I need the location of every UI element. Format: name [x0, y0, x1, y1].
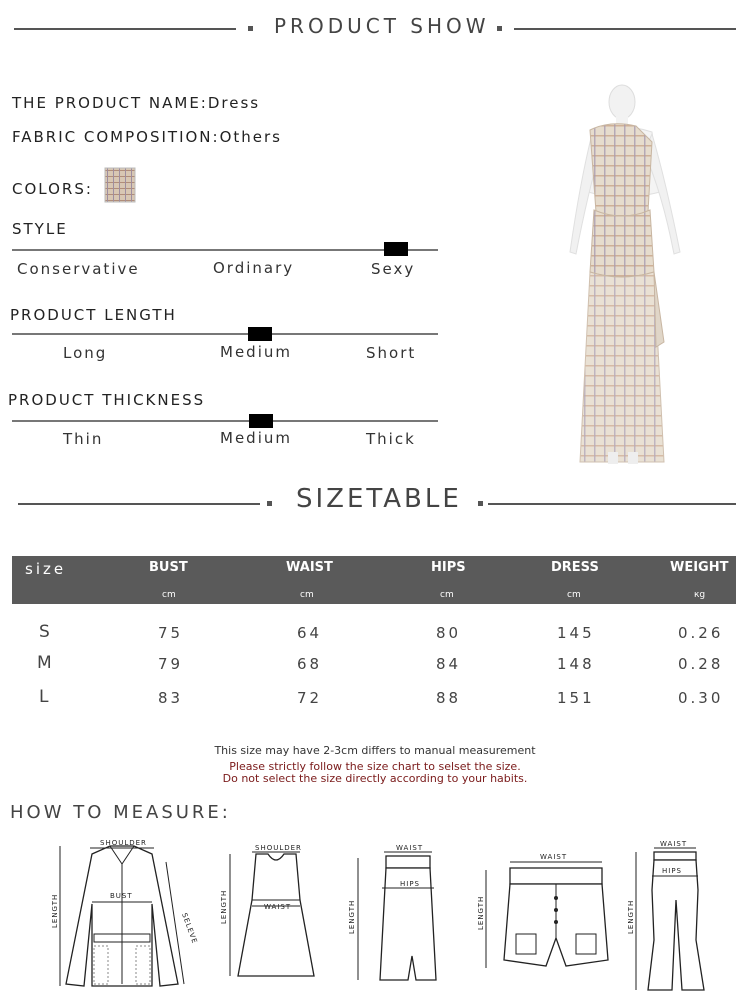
cell-dress: 145: [557, 624, 595, 642]
col-header-weight: WEIGHT: [670, 560, 729, 575]
thickness-selected-marker: [249, 414, 273, 428]
style-option: Sexy: [371, 260, 416, 278]
length-option: Short: [366, 344, 417, 362]
col-unit-waist: cm: [300, 590, 314, 600]
style-option: Conservative: [17, 260, 140, 278]
shirt-length-label: LENGTH: [51, 893, 59, 928]
note-measurement: This size may have 2-3cm differs to manual measurement: [214, 744, 536, 757]
colors-label: COLORS:: [12, 180, 93, 198]
cell-weight: 0.28: [678, 655, 724, 673]
cell-size: L: [39, 687, 52, 707]
color-swatch-icon[interactable]: [105, 168, 135, 202]
cell-size: S: [39, 622, 53, 642]
length-option: Medium: [220, 343, 292, 361]
col-header-waist: WAIST: [286, 560, 333, 575]
col-unit-hips: cm: [440, 590, 454, 600]
length-scale-bar: [12, 333, 438, 335]
shorts-length-label: LENGTH: [477, 895, 485, 930]
skirt-diagram-icon: [344, 846, 454, 986]
thickness-scale-bar: [12, 420, 438, 422]
dress-photo: [540, 82, 710, 467]
shirt-bust-label: BUST: [110, 892, 133, 900]
style-option: Ordinary: [213, 259, 295, 277]
cell-hips: 80: [436, 624, 462, 642]
cell-waist: 68: [297, 655, 323, 673]
how-to-measure-title: HOW TO MEASURE:: [10, 802, 231, 823]
dress-length-label: LENGTH: [220, 889, 228, 924]
fabric-label: FABRIC COMPOSITION:: [12, 128, 220, 146]
note-warning-1: Please strictly follow the size chart to selset the size.: [229, 760, 521, 773]
cell-bust: 75: [158, 624, 184, 642]
cell-dress: 151: [557, 689, 595, 707]
product-name-row: [12, 94, 260, 112]
thickness-option: Medium: [220, 429, 292, 447]
cell-weight: 0.26: [678, 624, 724, 642]
cell-bust: 79: [158, 655, 184, 673]
section-title-sizetable: SIZETABLE: [296, 484, 462, 514]
thickness-title: PRODUCT THICKNESS: [8, 391, 206, 409]
col-unit-bust: cm: [162, 590, 176, 600]
thickness-option: Thick: [366, 430, 416, 448]
pants-diagram-icon: [624, 840, 720, 995]
style-scale-bar: [12, 249, 438, 251]
shorts-diagram-icon: [474, 848, 624, 978]
shorts-waist-label: WAIST: [540, 853, 568, 861]
dress-waist-label: WAIST: [264, 903, 292, 911]
cell-dress: 148: [557, 655, 595, 673]
cell-size: M: [37, 653, 55, 673]
shirt-sleeve-label: SELEVE: [180, 911, 199, 946]
size-table-header: [12, 556, 736, 604]
col-header-hips: HIPS: [431, 560, 466, 575]
thickness-option: Thin: [63, 430, 104, 448]
col-header-size: size: [25, 560, 67, 578]
style-selected-marker: [384, 242, 408, 256]
section-title-product-show: PRODUCT SHOW: [274, 14, 490, 38]
col-header-dress: DRESS: [551, 560, 599, 575]
length-option: Long: [63, 344, 108, 362]
skirt-length-label: LENGTH: [348, 899, 356, 934]
cell-bust: 83: [158, 689, 184, 707]
fabric-value: Others: [219, 128, 282, 146]
col-unit-dress: cm: [567, 590, 581, 600]
col-header-bust: BUST: [149, 560, 188, 575]
skirt-waist-label: WAIST: [396, 844, 424, 852]
product-name-value: Dress: [207, 94, 261, 112]
pants-length-label: LENGTH: [627, 899, 635, 934]
product-name-label: THE PRODUCT NAME:: [12, 94, 208, 112]
col-unit-weight: кg: [694, 590, 706, 600]
pants-waist-label: WAIST: [660, 840, 688, 848]
fabric-row: [12, 128, 282, 146]
cell-waist: 72: [297, 689, 323, 707]
dress-shoulder-label: SHOULDER: [255, 844, 302, 852]
shirt-shoulder-label: SHOULDER: [100, 839, 147, 847]
shirt-diagram-icon: [48, 834, 199, 994]
length-title: PRODUCT LENGTH: [10, 306, 177, 324]
cell-hips: 84: [436, 655, 462, 673]
cell-weight: 0.30: [678, 689, 724, 707]
cell-waist: 64: [297, 624, 323, 642]
cell-hips: 88: [436, 689, 462, 707]
skirt-hips-label: HIPS: [400, 880, 420, 888]
length-selected-marker: [248, 327, 272, 341]
note-warning-2: Do not select the size directly according to your habits.: [222, 772, 528, 785]
pants-hips-label: HIPS: [662, 867, 682, 875]
style-title: STYLE: [12, 220, 68, 238]
dress-diagram-icon: [216, 840, 336, 990]
